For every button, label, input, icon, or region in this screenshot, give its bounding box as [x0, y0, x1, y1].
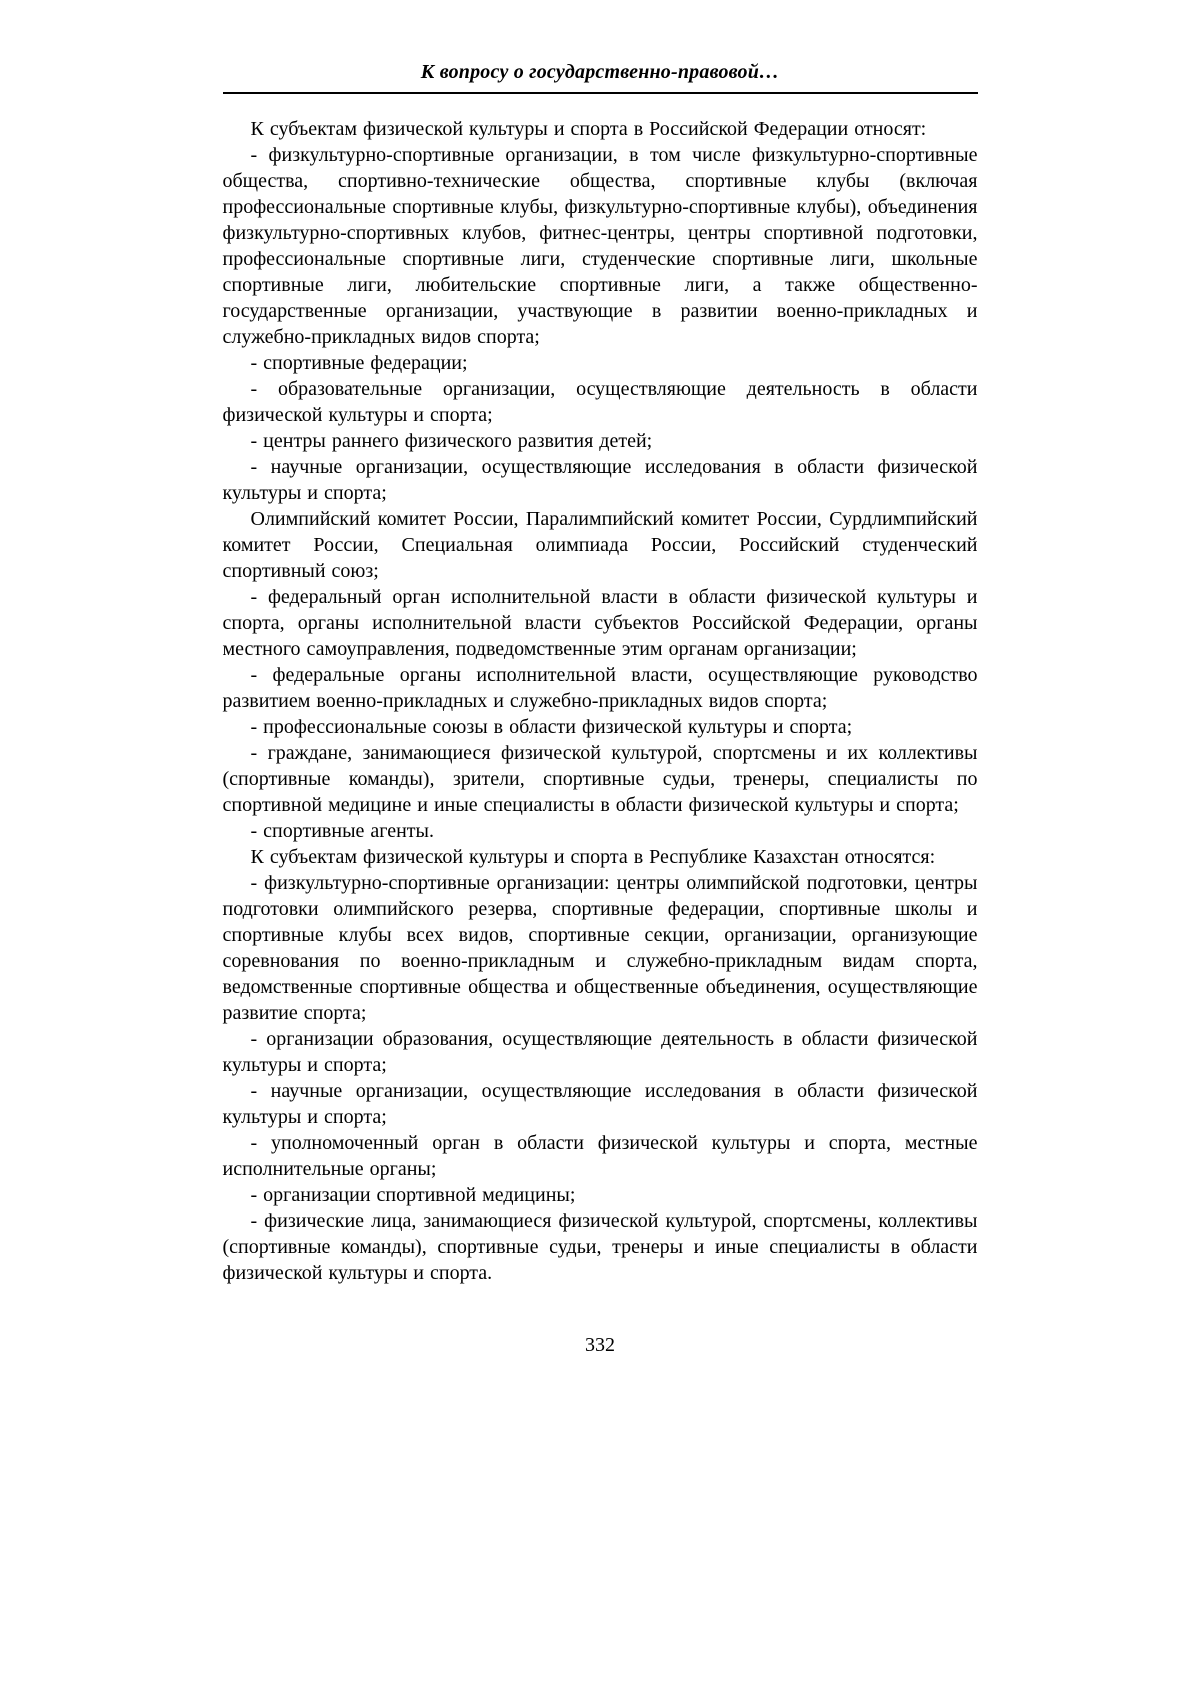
- paragraph: - граждане, занимающиеся физической культурой, спортсмены и их коллективы (спортивные команды), зрители, спортивные судьи, тренеры, специалисты по спортивной медицине и иные специалисты в области физической культуры и спорта;: [222, 742, 978, 816]
- paragraph: - научные организации, осуществляющие исследования в области физической культуры и спорта;: [222, 456, 978, 504]
- paragraph: - физкультурно-спортивные организации, в том числе физкультурно-спортивные общества, спортивно-технические общества, спортивные клубы (включая профессиональные спортивные клубы, физкультурно-спортивные клубы), объединения физкультурно-спортивных клубов, фитнес-центры, центры спортивной подготовки, профессиональные спортивные лиги, студенческие спортивные лиги, школьные спортивные лиги, любительские спортивные лиги, а также общественно-государственные организации, участвующие в развитии военно-прикладных и служебно-прикладных видов спорта;: [222, 144, 978, 348]
- paragraph: - организации спортивной медицины;: [250, 1184, 576, 1206]
- paragraph: К субъектам физической культуры и спорта в Республике Казахстан относятся:: [250, 846, 936, 868]
- running-head: К вопросу о государственно-правовой…: [420, 61, 780, 83]
- paragraph: - физкультурно-спортивные организации: центры олимпийской подготовки, центры подготовки олимпийского резерва, спортивные федерации, спортивные школы и спортивные клубы всех видов, спортивные секции, организации, организующие соревнования по военно-прикладным и служебно-прикладным видам спорта, ведомственные спортивные общества и общественные объединения, осуществляющие развитие спорта;: [222, 872, 978, 1024]
- paragraph: - профессиональные союзы в области физической культуры и спорта;: [250, 716, 853, 738]
- paragraph: - федеральные органы исполнительной власти, осуществляющие руководство развитием военно-прикладных и служебно-прикладных видов спорта;: [222, 664, 978, 712]
- paragraph: К субъектам физической культуры и спорта в Российской Федерации относят:: [250, 118, 927, 140]
- header-rule: [223, 92, 978, 94]
- paragraph: - спортивные федерации;: [250, 352, 468, 374]
- paragraph: - физические лица, занимающиеся физической культурой, спортсмены, коллективы (спортивные команды), спортивные судьи, тренеры и иные специалисты в области физической культуры и спорта.: [222, 1210, 978, 1284]
- page-number: 332: [585, 1334, 615, 1356]
- paragraph: Олимпийский комитет России, Паралимпийский комитет России, Сурдлимпийский комитет России, Специальная олимпиада России, Российский студенческий спортивный союз;: [222, 508, 978, 582]
- page-body: [223, 116, 978, 1286]
- paragraph: - образовательные организации, осуществляющие деятельность в области физической культуры и спорта;: [222, 378, 978, 426]
- content-column: [223, 60, 978, 1357]
- paragraph: - федеральный орган исполнительной власти в области физической культуры и спорта, органы исполнительной власти субъектов Российской Федерации, органы местного самоуправления, подведомственные этим органам организации;: [222, 586, 978, 660]
- paragraph: - научные организации, осуществляющие исследования в области физической культуры и спорта;: [222, 1080, 978, 1128]
- paragraph: - уполномоченный орган в области физической культуры и спорта, местные исполнительные органы;: [222, 1132, 978, 1180]
- paragraph: - организации образования, осуществляющие деятельность в области физической культуры и спорта;: [222, 1028, 978, 1076]
- paragraph: - центры раннего физического развития детей;: [250, 430, 653, 452]
- paragraph: - спортивные агенты.: [250, 820, 434, 842]
